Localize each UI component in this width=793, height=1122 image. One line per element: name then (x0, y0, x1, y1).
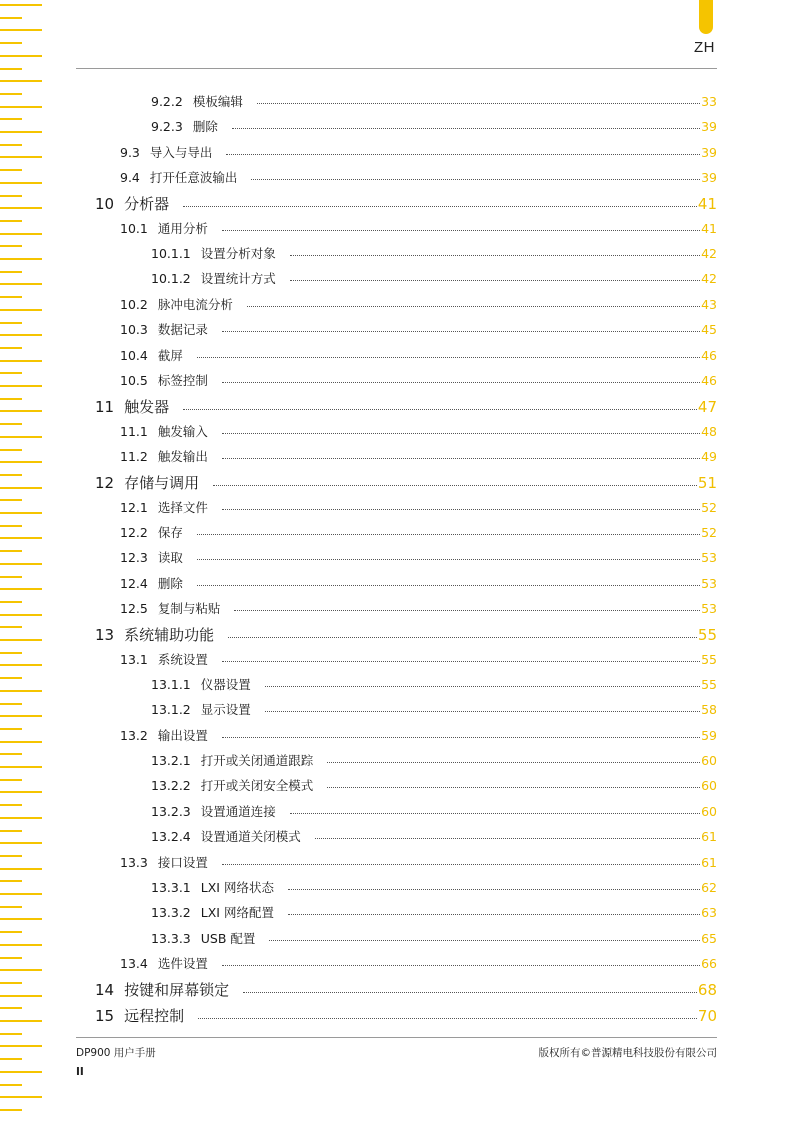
toc-entry-page: 48 (701, 423, 717, 439)
toc-entry[interactable] (95, 396, 717, 417)
toc-entry-title: 远程控制 (124, 1006, 185, 1025)
toc-entry-number: 14 (95, 981, 115, 1000)
toc-entry-number: 13.1.1 (151, 677, 191, 693)
toc-entry-page: 52 (701, 499, 717, 515)
toc-entry-title: 设置分析对象 (200, 246, 276, 262)
toc-entry-title: 数据记录 (157, 322, 208, 338)
dot-leader (290, 813, 700, 814)
toc-entry-page: 59 (701, 727, 717, 743)
toc-entry-title: 读取 (157, 550, 183, 566)
toc-entry[interactable] (151, 751, 717, 769)
toc-entry-page: 55 (701, 677, 717, 693)
language-label: ZH (694, 39, 715, 56)
toc-entry-number: 12.5 (120, 601, 148, 616)
toc-entry-title: 分析器 (124, 195, 170, 214)
toc-entry-title: 存储与调用 (124, 474, 200, 493)
toc-entry[interactable] (120, 371, 717, 389)
dot-leader (197, 534, 700, 535)
toc-entry-number: 10.1.1 (151, 246, 191, 262)
toc-entry-page: 58 (701, 702, 717, 718)
dot-leader (327, 787, 700, 788)
toc-entry[interactable] (120, 548, 717, 566)
toc-entry[interactable] (120, 574, 717, 592)
toc-entry-number: 10.2 (120, 296, 148, 312)
dot-leader (183, 206, 697, 207)
toc-entry[interactable] (151, 802, 717, 820)
toc-entry-title: 设置通道连接 (200, 803, 276, 819)
toc-entry-title: 复制与粘贴 (157, 601, 221, 616)
toc-entry-number: 9.4 (120, 170, 140, 186)
dot-leader (222, 433, 700, 434)
toc-entry-number: 13 (95, 626, 115, 645)
toc-entry-number: 13.1 (120, 651, 148, 667)
toc-entry[interactable] (151, 244, 717, 262)
toc-entry-title: 打开或关闭安全模式 (200, 778, 314, 794)
toc-entry[interactable] (120, 320, 717, 338)
toc-entry-page: 49 (701, 448, 717, 464)
toc-entry-number: 12 (95, 474, 115, 493)
toc-entry-number: 13.1.2 (151, 702, 191, 718)
toc-entry[interactable] (120, 447, 717, 465)
dot-leader (269, 940, 700, 941)
toc-entry-page: 61 (701, 854, 717, 870)
toc-entry-page: 53 (701, 550, 717, 566)
toc-entry-title: USB 配置 (200, 930, 256, 946)
toc-entry-page: 60 (701, 803, 717, 819)
toc-entry-title: 保存 (157, 524, 183, 540)
toc-entry-page: 62 (701, 879, 717, 895)
footer-rule (76, 1037, 717, 1038)
toc-entry-title: 打开或关闭通道跟踪 (200, 753, 314, 769)
toc-entry[interactable] (151, 269, 717, 287)
dot-leader (222, 864, 700, 865)
toc-entry-title: 通用分析 (157, 220, 208, 236)
toc-entry[interactable] (120, 954, 717, 972)
toc-entry-page: 39 (701, 144, 717, 160)
toc-entry-page: 51 (697, 474, 717, 493)
toc-entry-title: 删除 (157, 575, 183, 591)
toc-entry[interactable] (120, 219, 717, 237)
dot-leader (198, 1018, 697, 1019)
toc-entry-title: 按键和屏幕锁定 (124, 981, 230, 1000)
toc-entry[interactable] (120, 422, 717, 440)
toc-entry-page: 68 (697, 981, 717, 1000)
toc-entry-title: 触发输出 (157, 448, 208, 464)
manual-title: DP900 用户手册 (76, 1047, 156, 1059)
dot-leader (243, 992, 697, 993)
toc-entry-page: 45 (701, 322, 717, 338)
dot-leader (222, 458, 700, 459)
dot-leader (222, 509, 700, 510)
dot-leader (232, 128, 700, 129)
toc-entry-title: 系统辅助功能 (124, 626, 215, 645)
page-number: II (76, 1066, 84, 1078)
toc-entry-page: 63 (701, 905, 717, 921)
dot-leader (327, 762, 700, 763)
toc-entry[interactable] (95, 624, 717, 645)
toc-entry-number: 10.5 (120, 372, 148, 388)
dot-leader (288, 914, 700, 915)
toc-entry-number: 10.4 (120, 347, 148, 363)
toc-entry-page: 42 (701, 271, 717, 287)
toc-entry-number: 15 (95, 1006, 115, 1025)
toc-entry-page: 53 (701, 601, 717, 616)
toc-entry-title: 模板编辑 (192, 94, 243, 109)
toc-entry-title: 截屏 (157, 347, 183, 363)
toc-entry-number: 10.1.2 (151, 271, 191, 287)
toc-entry-number: 12.2 (120, 524, 148, 540)
toc-entry-page: 46 (701, 347, 717, 363)
toc-entry-number: 10.1 (120, 220, 148, 236)
toc-entry-page: 65 (701, 930, 717, 946)
toc-entry-page: 39 (701, 170, 717, 186)
dot-leader (222, 661, 700, 662)
toc-entry[interactable] (151, 929, 717, 947)
toc-entry-title: 仪器设置 (200, 677, 251, 693)
toc-entry[interactable] (120, 295, 717, 313)
toc-entry-number: 11.2 (120, 448, 148, 464)
toc-entry-number: 10 (95, 195, 115, 214)
toc-entry[interactable] (95, 1005, 717, 1026)
dot-leader (222, 230, 700, 231)
toc-entry-page: 60 (701, 778, 717, 794)
toc-entry[interactable] (120, 346, 717, 364)
dot-leader (247, 306, 700, 307)
copyright-notice: 版权所有©普源精电科技股份有限公司 (538, 1047, 717, 1059)
dot-leader (226, 154, 700, 155)
toc-entry[interactable] (120, 168, 717, 186)
toc-entry-page: 33 (701, 94, 717, 109)
toc-entry-title: 删除 (192, 119, 218, 135)
toc-entry[interactable] (151, 700, 717, 718)
dot-leader (222, 331, 700, 332)
toc-entry[interactable] (151, 776, 717, 794)
toc-entry-number: 13.3.3 (151, 930, 191, 946)
toc-entry[interactable] (151, 92, 717, 110)
dot-leader (234, 610, 700, 611)
toc-entry[interactable] (151, 117, 717, 135)
toc-entry-title: 接口设置 (157, 854, 208, 870)
toc-entry-title: 选件设置 (157, 955, 208, 971)
toc-entry-number: 9.2.2 (151, 94, 183, 109)
toc-entry[interactable] (120, 523, 717, 541)
dot-leader (290, 280, 700, 281)
dot-leader (197, 357, 700, 358)
toc-entry-page: 42 (701, 246, 717, 262)
dot-leader (265, 686, 700, 687)
toc-entry[interactable] (120, 650, 717, 668)
toc-entry-page: 60 (701, 753, 717, 769)
toc-entry-title: 触发输入 (157, 423, 208, 439)
dot-leader (315, 838, 700, 839)
toc-entry-title: 设置通道关闭模式 (200, 829, 301, 845)
toc-entry-title: 系统设置 (157, 651, 208, 667)
toc-entry-page: 52 (701, 524, 717, 540)
toc-entry-number: 11.1 (120, 423, 148, 439)
toc-entry-page: 55 (701, 651, 717, 667)
toc-entry-number: 12.1 (120, 499, 148, 515)
dot-leader (222, 965, 700, 966)
dot-leader (197, 559, 700, 560)
toc-entry-page: 39 (701, 119, 717, 135)
toc-entry-page: 41 (701, 220, 717, 236)
toc-entry-number: 13.2 (120, 727, 148, 743)
dot-leader (228, 637, 697, 638)
toc-entry-number: 12.4 (120, 575, 148, 591)
toc-entry-title: LXI 网络状态 (200, 879, 274, 895)
dot-leader (222, 737, 700, 738)
toc-entry-number: 12.3 (120, 550, 148, 566)
toc-entry-page: 53 (701, 575, 717, 591)
dot-leader (222, 382, 700, 383)
toc-entry-page: 61 (701, 829, 717, 845)
toc-entry-number: 13.3 (120, 854, 148, 870)
dot-leader (265, 711, 700, 712)
toc-entry-page: 66 (701, 955, 717, 971)
toc-entry-number: 13.2.4 (151, 829, 191, 845)
toc-entry-number: 13.2.3 (151, 803, 191, 819)
toc-entry[interactable] (151, 903, 717, 921)
toc-entry-title: 打开任意波输出 (149, 170, 238, 186)
toc-entry-page: 70 (697, 1006, 717, 1025)
toc-entry-number: 13.2.2 (151, 778, 191, 794)
toc-entry-title: 导入与导出 (149, 144, 213, 160)
toc-entry[interactable] (120, 599, 717, 617)
toc-entry[interactable] (120, 726, 717, 744)
toc-entry[interactable] (120, 853, 717, 871)
toc-entry[interactable] (120, 498, 717, 516)
toc-entry[interactable] (151, 878, 717, 896)
toc-entry-title: LXI 网络配置 (200, 905, 274, 921)
toc-entry-number: 11 (95, 398, 115, 417)
toc-entry[interactable] (151, 675, 717, 693)
dot-leader (288, 889, 700, 890)
toc-entry-page: 41 (697, 195, 717, 214)
toc-entry-number: 9.3 (120, 144, 140, 160)
toc-entry[interactable] (95, 193, 717, 214)
toc-entry-number: 10.3 (120, 322, 148, 338)
dot-leader (183, 409, 697, 410)
toc-entry-page: 47 (697, 398, 717, 417)
toc-entry-title: 脉冲电流分析 (157, 296, 233, 312)
dot-leader (257, 103, 700, 104)
dot-leader (197, 585, 700, 586)
toc-entry-number: 13.3.1 (151, 879, 191, 895)
toc-entry-title: 选择文件 (157, 499, 208, 515)
toc-entry[interactable] (95, 472, 717, 493)
dot-leader (290, 255, 700, 256)
toc-entry-title: 输出设置 (157, 727, 208, 743)
toc-entry-number: 13.4 (120, 955, 148, 971)
dot-leader (213, 485, 697, 486)
toc-entry-number: 13.3.2 (151, 905, 191, 921)
toc-entry-title: 触发器 (124, 398, 170, 417)
toc-entry-page: 46 (701, 372, 717, 388)
toc-entry-page: 55 (697, 626, 717, 645)
toc-entry[interactable] (120, 143, 717, 161)
toc-entry-page: 43 (701, 296, 717, 312)
toc-entry-number: 9.2.3 (151, 119, 183, 135)
toc-entry[interactable] (151, 827, 717, 845)
toc-entry-title: 显示设置 (200, 702, 251, 718)
toc-entry-title: 设置统计方式 (200, 271, 276, 287)
toc-entry[interactable] (95, 979, 717, 1000)
toc-entry-number: 13.2.1 (151, 753, 191, 769)
dot-leader (251, 179, 700, 180)
toc-entry-title: 标签控制 (157, 372, 208, 388)
